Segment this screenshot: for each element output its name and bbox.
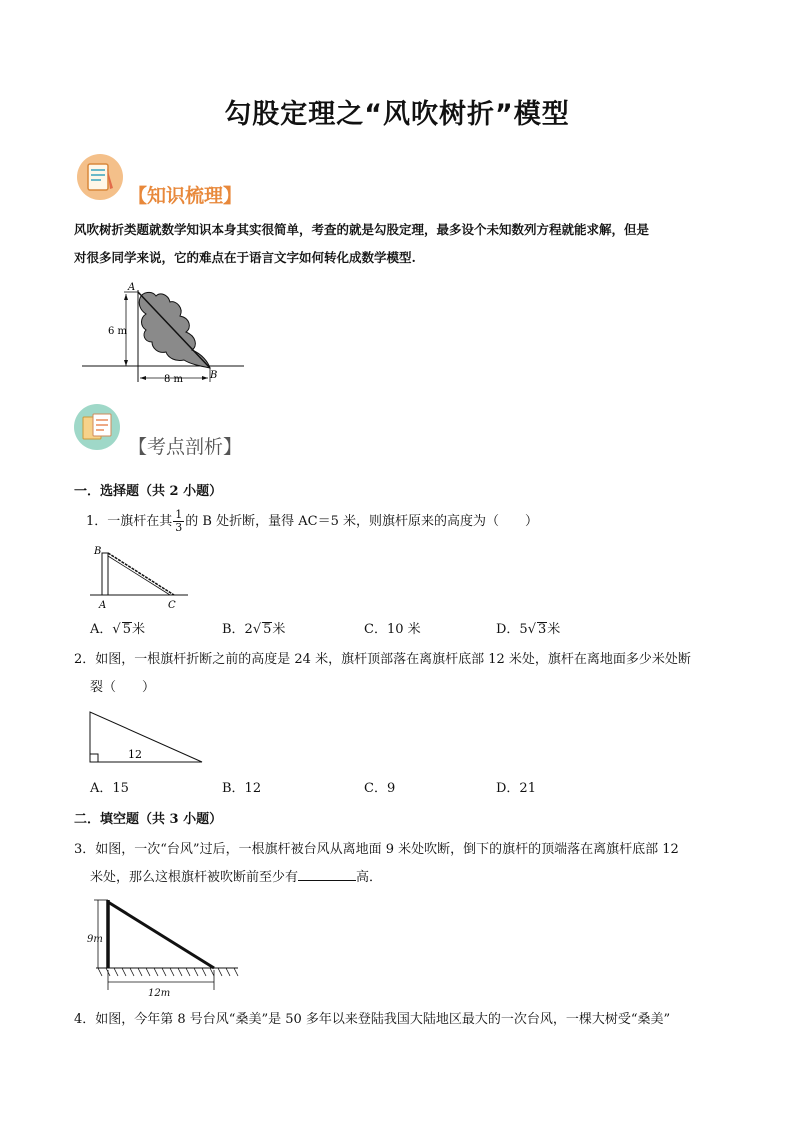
q4-line-1: 4．如图，今年第 8 号台风“桑美”是 50 多年以来登陆我国大陆地区最大的一次台风，一棵大树受“桑美” bbox=[74, 1012, 671, 1027]
q1-option-d[interactable]: D．5√ 3米 bbox=[496, 622, 561, 637]
tree-break-figure bbox=[80, 282, 250, 388]
fraction bbox=[173, 509, 184, 534]
knowledge-line-2: 对很多同学来说，它的难点在于语言文字如何转化成数学模型. bbox=[74, 250, 416, 265]
answer-blank[interactable] bbox=[298, 866, 356, 881]
q1-d-unit: 米 bbox=[547, 622, 561, 637]
label-base: 8 m bbox=[164, 374, 184, 385]
section-1-heading: 一．选择题（共 2 小题） bbox=[74, 484, 223, 499]
q3-line-2-end: 高． bbox=[356, 870, 383, 885]
q1-option-b[interactable]: B．2√ 5米 bbox=[222, 622, 286, 637]
fraction-numerator: 1 bbox=[175, 508, 183, 521]
q1-label-c: C bbox=[168, 600, 176, 611]
notebook-icon bbox=[77, 154, 123, 200]
q1-pole bbox=[102, 553, 108, 595]
q1-d-prefix: D．5 bbox=[496, 622, 528, 637]
q1-label-a: A bbox=[99, 600, 107, 611]
question-2 bbox=[74, 646, 734, 702]
q1-option-c[interactable]: C．10 米 bbox=[364, 622, 421, 637]
q2-line-1: 2．如图，一根旗杆折断之前的高度是 24 米，旗杆顶部落在离旗杆底部 12 米处，旗杆在离地面多少米处断 bbox=[74, 652, 691, 667]
knowledge-paragraph bbox=[74, 216, 734, 272]
q2-figure bbox=[86, 708, 206, 766]
fraction-denominator: 3 bbox=[175, 521, 183, 534]
q2-triangle bbox=[90, 712, 202, 762]
knowledge-section-label: 【知识梳理】 bbox=[128, 185, 243, 207]
analysis-section-label: 【考点剖析】 bbox=[128, 436, 243, 458]
q3-label-height: 9m bbox=[87, 934, 103, 945]
question-3 bbox=[74, 836, 734, 892]
q3-fallen-part bbox=[108, 902, 214, 968]
q2-label-base: 12 bbox=[128, 748, 142, 761]
ground-hatching bbox=[98, 968, 238, 976]
q2-line-2: 裂（ ） bbox=[90, 680, 156, 695]
q3-line-2: 米处，那么这根旗杆被吹断前至少有 bbox=[90, 870, 299, 885]
sqrt-radicand: 3 bbox=[538, 622, 547, 637]
q3-label-base: 12m bbox=[148, 988, 171, 999]
q1-label-b: B bbox=[94, 546, 102, 557]
question-4 bbox=[74, 1006, 742, 1034]
clipboard-icon bbox=[74, 404, 120, 450]
q2-option-b[interactable]: B．12 bbox=[222, 781, 262, 796]
question-1 bbox=[86, 508, 726, 536]
sqrt-radicand: 5 bbox=[122, 622, 131, 637]
label-a: A bbox=[128, 282, 136, 293]
q1-a-unit: 米 bbox=[131, 622, 145, 637]
q3-line-1: 3．如图，一次“台风”过后，一根旗杆被台风从离地面 9 米处吹断，倒下的旗杆的顶端落在离旗杆底部 12 bbox=[74, 842, 679, 857]
section-2-heading: 二．填空题（共 3 小题） bbox=[74, 812, 223, 827]
right-angle-mark bbox=[90, 754, 98, 762]
q1-prefix: 1．一旗杆在其 bbox=[86, 514, 173, 529]
q1-option-a[interactable]: A．√ 5米 bbox=[90, 622, 145, 637]
sqrt-radicand: 5 bbox=[263, 622, 272, 637]
q1-suffix: 的 B 处折断，量得 AC＝5 米，则旗杆原来的高度为（ ） bbox=[185, 514, 538, 529]
q2-option-a[interactable]: A．15 bbox=[90, 781, 129, 796]
q2-option-c[interactable]: C．9 bbox=[364, 781, 396, 796]
q1-a-prefix: A． bbox=[90, 622, 113, 637]
page-title: 勾股定理之“风吹树折”模型 bbox=[224, 99, 570, 130]
q3-figure bbox=[86, 898, 242, 1000]
label-b: B bbox=[210, 370, 218, 381]
q1-figure bbox=[90, 544, 190, 612]
q1-b-unit: 米 bbox=[272, 622, 286, 637]
q1-broken-part bbox=[108, 553, 174, 595]
q1-b-prefix: B．2 bbox=[222, 622, 253, 637]
knowledge-line-1: 风吹树折类题就数学知识本身其实很简单，考查的就是勾股定理，最多设个未知数列方程就能求解，但是 bbox=[74, 222, 650, 237]
label-height: 6 m bbox=[108, 326, 128, 337]
q2-option-d[interactable]: D．21 bbox=[496, 781, 536, 796]
